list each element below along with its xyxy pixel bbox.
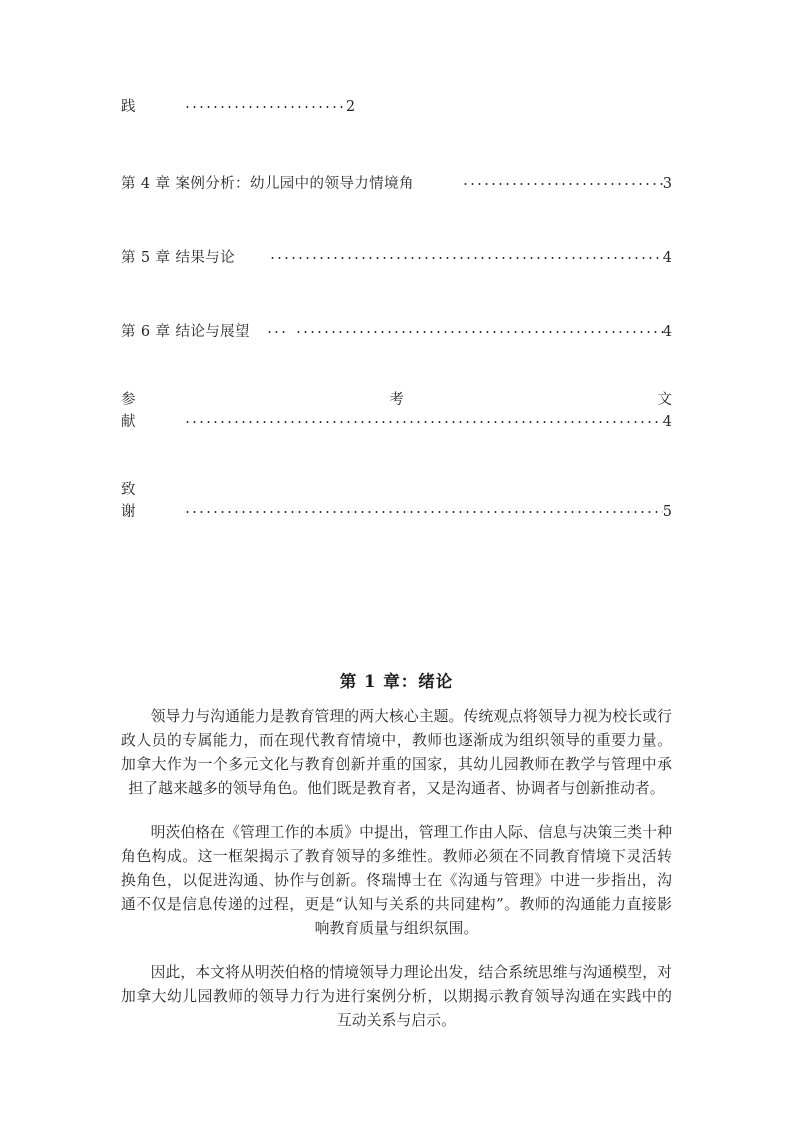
toc-ref-char-3: 文: [657, 392, 672, 408]
body-paragraph: 因此，本文将从明茨伯格的情境领导力理论出发，结合系统思维与沟通模型，对加拿大幼儿园教师的领导力行为进行案例分析，以期揭示教育领导沟通在实践中的互动关系与启示。: [121, 964, 672, 1029]
toc-ref-char-1: 参: [121, 392, 136, 408]
toc-ref-char-2: 考: [389, 392, 404, 408]
toc-spacer: [121, 118, 672, 173]
toc-leader-dots: [184, 100, 346, 114]
toc-leader-dots: [269, 251, 663, 265]
toc-entry-label: 践: [121, 99, 136, 115]
toc-ack-char-1: 致: [121, 482, 136, 498]
toc-entry-label: 谢: [121, 504, 136, 520]
toc-leader-dots: [184, 415, 663, 429]
table-of-contents: [121, 96, 672, 523]
toc-spacer: [121, 195, 672, 247]
toc-page-number: 4: [662, 414, 672, 430]
toc-spacer: [121, 433, 672, 479]
toc-entry[interactable]: [121, 173, 672, 195]
toc-entry-label: 献: [121, 414, 136, 430]
body-paragraph: 明茨伯格在《管理工作的本质》中提出，管理工作由人际、信息与决策三类十种角色构成。这一框架揭示了教育领导的多维性。教师必须在不同教育情境下灵活转换角色，以促进沟通、协作与创新。佟瑞博士在《沟通与管理》中进一步指出，沟通不仅是信息传递的过程，更是“认知与关系的共同建构”。教师的沟通能力直接影响教育质量与组织氛围。: [121, 824, 672, 937]
toc-leader-dots: [462, 177, 663, 191]
chapter-heading: 第 1 章：绪论: [339, 672, 454, 691]
toc-entry-references-line1[interactable]: [121, 389, 672, 411]
toc-leader-dots: [184, 505, 663, 519]
body-content: [121, 705, 672, 1053]
toc-entry-label: 第 5 章 结果与论: [121, 250, 236, 266]
toc-entry-acknowledgement-line1[interactable]: [121, 479, 672, 501]
toc-entry-references-line2[interactable]: [121, 411, 672, 433]
toc-page-number: 3: [662, 176, 672, 192]
toc-entry[interactable]: [121, 96, 672, 118]
toc-leader-dots: [295, 325, 663, 339]
toc-entry-label: 第 6 章 结论与展望: [121, 324, 250, 340]
toc-spacer: [121, 343, 672, 389]
toc-entry-acknowledgement-line2[interactable]: [121, 501, 672, 523]
toc-page-number: 5: [662, 504, 672, 520]
toc-page-number: 4: [662, 324, 672, 340]
toc-entry-label: 第 4 章 案例分析：幼儿园中的领导力情境角: [121, 176, 414, 192]
toc-page-number: 2: [345, 99, 356, 115]
toc-entry[interactable]: [121, 321, 672, 343]
body-paragraph: 领导力与沟通能力是教育管理的两大核心主题。传统观点将领导力视为校长或行政人员的专属能力，而在现代教育情境中，教师也逐渐成为组织领导的重要力量。加拿大作为一个多元文化与教育创新并重的国家，其幼儿园教师在教学与管理中承担了越来越多的领导角色。他们既是教育者，又是沟通者、协调者与创新推动者。: [121, 708, 672, 797]
toc-page-number: 4: [662, 250, 672, 266]
toc-spacer: [121, 269, 672, 321]
toc-leader-dots-stub: [266, 325, 288, 339]
toc-entry[interactable]: [121, 247, 672, 269]
